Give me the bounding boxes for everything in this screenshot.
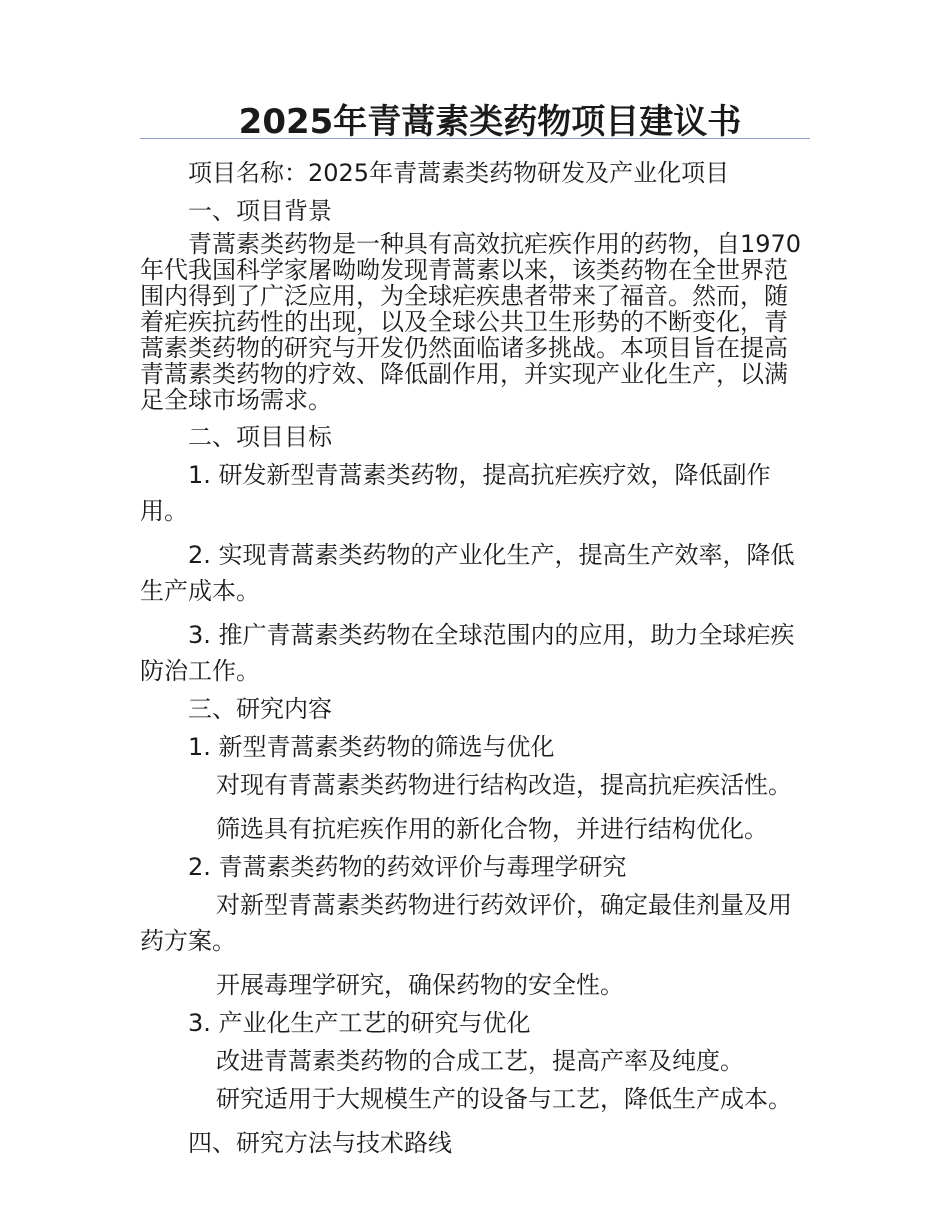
research-point: 改进青蒿素类药物的合成工艺，提高产率及纯度。 (216, 1047, 744, 1075)
research-subsection-title: 2. 青蒿素类药物的药效评价与毒理学研究 (188, 853, 627, 881)
research-point: 筛选具有抗疟疾作用的新化合物，并进行结构优化。 (216, 815, 768, 843)
goal-item: 1. 研发新型青蒿素类药物，提高抗疟疾疗效，降低副作用。 (140, 461, 771, 525)
research-point: 开展毒理学研究，确保药物的安全性。 (216, 971, 624, 999)
research-subsection-title: 3. 产业化生产工艺的研究与优化 (188, 1009, 531, 1037)
document-title: 2025年青蒿素类药物项目建议书 (238, 102, 742, 142)
section-heading-methods: 四、研究方法与技术路线 (188, 1129, 452, 1157)
section-heading-goals: 二、项目目标 (188, 423, 332, 451)
goal-item: 3. 推广青蒿素类药物在全球范围内的应用，助力全球疟疾防治工作。 (140, 621, 795, 685)
document-body (140, 155, 810, 1161)
research-point: 研究适用于大规模生产的设备与工艺，降低生产成本。 (216, 1085, 792, 1113)
background-paragraph: 青蒿素类药物是一种具有高效抗疟疾作用的药物，自1970年代我国科学家屠呦呦发现青蒿素以来，该类药物在全世界范围内得到了广泛应用，为全球疟疾患者带来了福音。然而，随着疟疾抗药性的出现，以及全球公共卫生形势的不断变化，青蒿素类药物的研究与开发仍然面临诸多挑战。本项目旨在提高青蒿素类药物的疗效、降低副作用，并实现产业化生产，以满足全球市场需求。 (140, 230, 802, 414)
section-heading-research: 三、研究内容 (188, 695, 332, 723)
title-underline (140, 138, 810, 139)
research-point: 对现有青蒿素类药物进行结构改造，提高抗疟疾活性。 (216, 771, 792, 799)
research-point: 对新型青蒿素类药物进行药效评价，确定最佳剂量及用药方案。 (140, 891, 792, 955)
goal-item: 2. 实现青蒿素类药物的产业化生产，提高生产效率，降低生产成本。 (140, 541, 795, 605)
section-heading-background: 一、项目背景 (188, 197, 332, 225)
research-subsection-title: 1. 新型青蒿素类药物的筛选与优化 (188, 733, 555, 761)
project-name: 项目名称：2025年青蒿素类药物研发及产业化项目 (188, 159, 730, 187)
